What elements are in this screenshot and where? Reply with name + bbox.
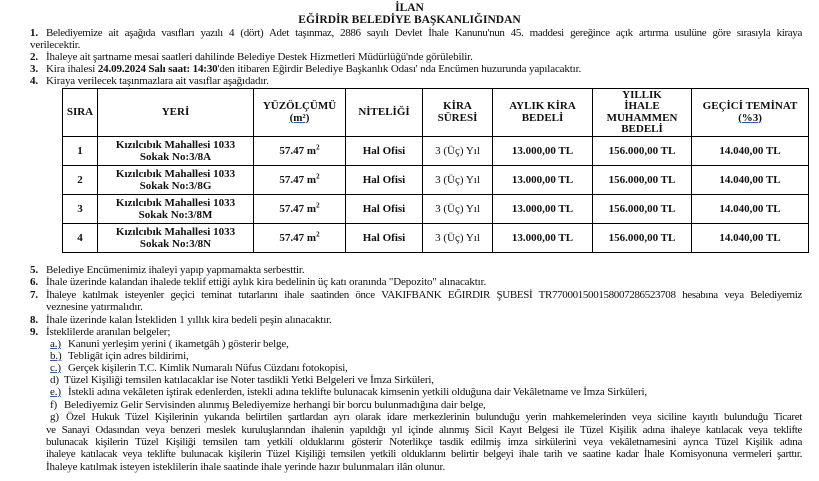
doc-label: c.) xyxy=(50,362,61,374)
cell-aylik: 13.000,00 TL xyxy=(493,224,593,253)
doc-d: Tüzel Kişiliği temsilen katılacaklar ise Noter tasdikli Yetki Belgeleri ve İmza Sirküleri, xyxy=(64,374,434,386)
header-nitelik: NİTELİĞİ xyxy=(346,89,423,137)
item-number: 8. xyxy=(30,314,38,326)
table-row xyxy=(63,166,809,195)
doc-label: g) xyxy=(50,411,59,423)
item-3-text xyxy=(46,63,581,75)
item-8-text: İhale üzerinde kalan İstekliden 1 yıllık kira bedeli peşin alınacaktır. xyxy=(46,314,332,326)
cell-nitelik: Hal Ofisi xyxy=(346,224,423,253)
cell-sure: 3 (Üç) Yıl xyxy=(423,166,493,195)
cell-sira: 2 xyxy=(63,166,98,195)
cell-teminat: 14.040,00 TL xyxy=(692,137,809,166)
item-number: 4. xyxy=(30,75,38,87)
cell-nitelik: Hal Ofisi xyxy=(346,137,423,166)
cell-sira: 3 xyxy=(63,195,98,224)
table-row xyxy=(63,224,809,253)
table-row xyxy=(63,195,809,224)
header-yeri: YERİ xyxy=(98,89,254,137)
item-number: 3. xyxy=(30,63,38,75)
auction-date: 24.09.2024 Salı saat: 14:30 xyxy=(97,63,218,75)
cell-nitelik: Hal Ofisi xyxy=(346,166,423,195)
doc-f: Belediyemiz Gelir Servisinden alınmış Belediyemize herhangi bir borcu bulunmadığına dair belge, xyxy=(64,399,486,411)
item-5-text: Belediye Encümenimiz ihaleyi yapıp yapmamakta serbesttir. xyxy=(46,264,305,276)
cell-yeri: Kızılcıbık Mahallesi 1033 Sokak No:3/8M xyxy=(98,195,254,224)
table-header-row xyxy=(63,89,809,137)
cell-aylik: 13.000,00 TL xyxy=(493,195,593,224)
cell-sure: 3 (Üç) Yıl xyxy=(423,137,493,166)
cell-yeri: Kızılcıbık Mahallesi 1033 Sokak No:3/8N xyxy=(98,224,254,253)
header-aylik: AYLIK KİRA BEDELİ xyxy=(493,89,593,137)
item-number: 6. xyxy=(30,276,38,288)
item-3-part: Kira ihalesi xyxy=(46,63,98,75)
item-4-text: Kiraya verilecek taşınmazlara ait vasıflar aşağıdadır. xyxy=(46,75,269,87)
cell-nitelik: Hal Ofisi xyxy=(346,195,423,224)
doc-a: Kanuni yerleşim yerini ( ikametgâh ) gösterir belge, xyxy=(68,338,289,350)
doc-g-cont: ve Sanayi Odasından veya benzeri meslek kuruluşlarından ihalenin yapıldığı yıl içinde alınmış Sicil Kayıt Belgesi ile Tüzel Kişilik adına ihaleye katılacak veya teklifte xyxy=(46,424,802,436)
cell-area: 57.47 $m^2$ xyxy=(254,224,346,253)
doc-g: Özel Hukuk Tüzel Kişilerinin yukarıda belirtilen şartlardan ayrı olarak idare merkezlerinin bulunduğu yerin mahkemelerinden veya siciline kayıtlı bulunduğu Ticaret xyxy=(66,411,802,423)
cell-teminat: 14.040,00 TL xyxy=(692,195,809,224)
cell-sira: 4 xyxy=(63,224,98,253)
cell-yillik: 156.000,00 TL xyxy=(593,224,692,253)
cell-area: 57.47 $m^2$ xyxy=(254,195,346,224)
cell-aylik: 13.000,00 TL xyxy=(493,137,593,166)
cell-yeri: Kızılcıbık Mahallesi 1033 Sokak No:3/8A xyxy=(98,137,254,166)
item-number: 5. xyxy=(30,264,38,276)
cell-yillik: 156.000,00 TL xyxy=(593,137,692,166)
cell-sira: 1 xyxy=(63,137,98,166)
cell-teminat: 14.040,00 TL xyxy=(692,166,809,195)
cell-aylik: 13.000,00 TL xyxy=(493,166,593,195)
header-area: YÜZÖLÇÜMÜ (m²) xyxy=(254,89,346,137)
header-kira-suresi: KİRA SÜRESİ xyxy=(423,89,493,137)
notice-subtitle: EĞİRDİR BELEDİYE BAŞKANLIĞINDAN xyxy=(298,14,521,26)
header-yillik: YILLIK İHALE MUHAMMEN BEDELİ xyxy=(593,89,692,137)
doc-label: b.) xyxy=(50,350,62,362)
doc-c: Gerçek kişilerin T.C. Kimlik Numaralı Nüfus Cüzdanı fotokopisi, xyxy=(68,362,348,374)
cell-yillik: 156.000,00 TL xyxy=(593,195,692,224)
item-1-text-cont: verilecektir. xyxy=(30,39,81,51)
property-table xyxy=(62,88,809,253)
item-2-text: İhaleye ait şartname mesai saatleri dahilinde Belediye Destek Hizmetleri Müdürlüğü'nde görülebilir. xyxy=(46,51,473,63)
cell-sure: 3 (Üç) Yıl xyxy=(423,224,493,253)
cell-area: 57.47 $m^2$ xyxy=(254,166,346,195)
doc-label: e.) xyxy=(50,386,61,398)
cell-teminat: 14.040,00 TL xyxy=(692,224,809,253)
closing-text: İhaleye katılmak isteyen isteklilerin ihale saatinde ihale yerinde hazır bulunmaları ilân olunur. xyxy=(46,461,446,473)
doc-label: d) xyxy=(50,374,59,386)
item-1-text: Belediyemize ait aşağıda vasıfları yazılı 4 (dört) Adet taşınmaz, 2886 sayılı Devlet İhale Kanunu'nun 45. maddesi gereğince açık artırma usulüne göre sırasıyla kiraya xyxy=(46,27,802,39)
doc-g-cont: bulunacak kişilerin Tüzel Kişiliği temsilen tam yetkili olduklarını gösterir Noterlikçe tasdik edilmiş imza sirkülerini veya vekâletnamesini ayrıca Tüzel Kişilik adına xyxy=(46,436,802,448)
item-7-text-cont: veznesine yatırmalıdır. xyxy=(46,301,143,313)
cell-yillik: 156.000,00 TL xyxy=(593,166,692,195)
item-3-part: 'den itibaren Eğirdir Belediye Başkanlık Odası' nda Encümen huzurunda yapılacaktır. xyxy=(217,63,582,75)
item-9-text: İsteklilerde aranılan belgeler; xyxy=(46,326,171,338)
doc-label: a.) xyxy=(50,338,61,350)
doc-label: f) xyxy=(50,399,58,411)
doc-e: İstekli adına vekâleten iştirak edenlerden, istekli adına teklifte bulunacak kimsenin yetkili olduğuna dair Vekâletname ve İmza Sirküleri, xyxy=(68,386,648,398)
doc-b: Tebligât için adres bildirimi, xyxy=(68,350,189,362)
item-number: 1. xyxy=(30,27,38,39)
table-row xyxy=(63,137,809,166)
doc-g-cont: ihaleye katılacak veya teklifte bulunacak kişilerin Tüzel Kişiliği temsilen yetkili olduklarını belirtir belgeyi ihale tarih ve saatine kadar İhale Komisyonuna vermeleri şarttır. xyxy=(46,448,802,460)
item-6-text: İhale üzerinde kalandan ihalede teklif ettiği aylık kira bedelinin üç katı oranında "Depozito" alınacaktır. xyxy=(46,276,487,288)
item-number: 7. xyxy=(30,289,38,301)
header-teminat: GEÇİCİ TEMİNAT (%3) xyxy=(692,89,809,137)
item-7-text: İhaleye katılmak isteyenler geçici teminat tutarlarını ihale saatinden önce VAKIFBANK EĞIRDIR ŞUBESİ TR770001500158007286523708 hesabına veya Belediyemiz xyxy=(46,289,802,301)
notice-title: İLAN xyxy=(395,2,424,14)
cell-area: 57.47 $m^2$ xyxy=(254,137,346,166)
item-number: 2. xyxy=(30,51,38,63)
cell-sure: 3 (Üç) Yıl xyxy=(423,195,493,224)
item-number: 9. xyxy=(30,326,38,338)
header-sira: SIRA xyxy=(63,89,98,137)
cell-yeri: Kızılcıbık Mahallesi 1033 Sokak No:3/8G xyxy=(98,166,254,195)
